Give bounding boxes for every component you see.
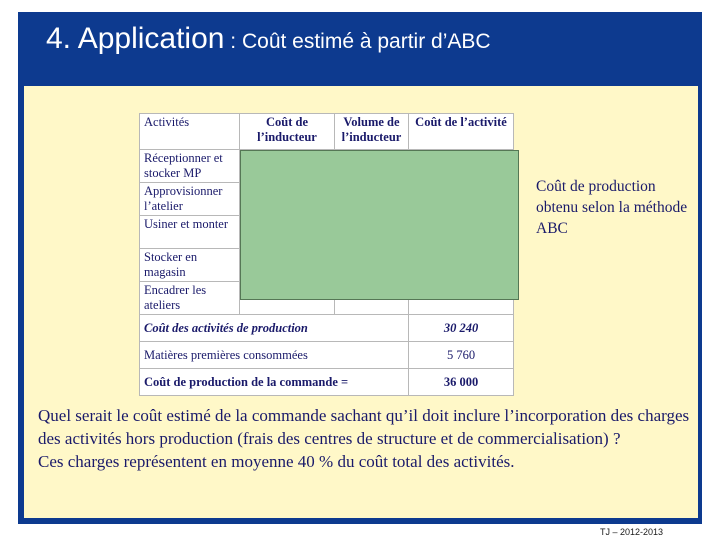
- activity-label: Stocker en magasin: [140, 249, 240, 282]
- summary-label: Matières premières consommées: [140, 342, 409, 369]
- question-line: Ces charges représentent en moyenne 40 % du coût total des activités.: [38, 452, 515, 471]
- activity-label: Usiner et monter: [140, 216, 240, 249]
- question-text: [38, 404, 698, 473]
- summary-value: 30 240: [409, 315, 514, 342]
- summary-row-materials: [140, 342, 514, 369]
- abc-annotation: Coût de production obtenu selon la méthode ABC: [536, 178, 688, 237]
- title-main: 4. Application: [46, 22, 225, 55]
- hidden-values-overlay: [240, 150, 519, 300]
- header-volume-inducteur: Volume de l’inducteur: [335, 114, 409, 150]
- question-line: Quel serait le coût estimé de la commande sachant qu’il doit inclure l’incorporation des charges des activités hors production (frais des centres de structure et de commercialisation) ?: [38, 406, 690, 448]
- activity-label: Réceptionner et stocker MP: [140, 150, 240, 183]
- summary-label: Coût de production de la commande =: [140, 369, 409, 396]
- summary-label: Coût des activités de production: [140, 315, 409, 342]
- header-cout-inducteur: Coût de l’inducteur: [240, 114, 335, 150]
- table-header-row: [140, 114, 514, 150]
- summary-value: 5 760: [409, 342, 514, 369]
- footer-text: TJ – 2012-2013: [600, 527, 664, 537]
- slide-title: [46, 22, 491, 56]
- header-cout-activite: Coût de l’activité: [409, 114, 514, 150]
- summary-value: 36 000: [409, 369, 514, 396]
- summary-row-total: [140, 369, 514, 396]
- title-sub: : Coût estimé à partir d’ABC: [224, 30, 491, 53]
- activity-label: Encadrer les ateliers: [140, 282, 240, 315]
- activity-label: Approvisionner l’atelier: [140, 183, 240, 216]
- summary-row-activities: [140, 315, 514, 342]
- header-activites: Activités: [140, 114, 240, 150]
